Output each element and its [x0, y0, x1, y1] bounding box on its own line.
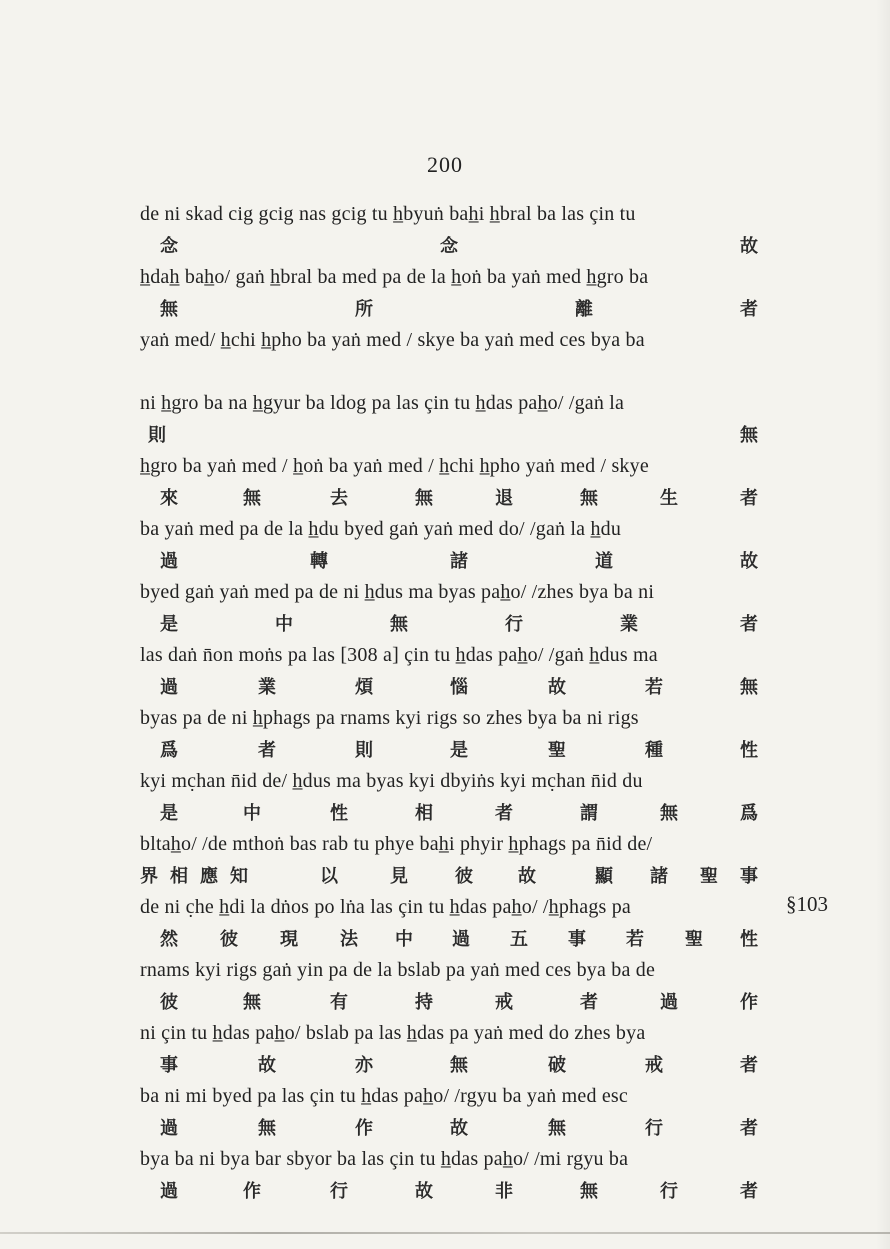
chinese-gloss: 是	[450, 740, 468, 761]
chinese-gloss: 者	[740, 1055, 758, 1076]
tibetan-line: yaṅ med/ h̲chi h̲pho ba yaṅ med / skye ba yaṅ med ces bya ba	[140, 329, 645, 351]
chinese-gloss-row	[140, 862, 780, 888]
tibetan-line: byas pa de ni h̲phags pa rnams kyi rigs so zhes bya ba ni rigs	[140, 707, 639, 729]
chinese-gloss: 者	[495, 803, 513, 824]
chinese-gloss: 故	[548, 677, 566, 698]
line-pair-10	[140, 770, 780, 833]
chinese-gloss-row	[140, 358, 780, 384]
tibetan-line: kyi mc̣han n̄id de/ h̲dus ma byas kyi dbyiṅs kyi mc̣han n̄id du	[140, 770, 643, 792]
chinese-gloss: 則	[355, 740, 373, 761]
chinese-gloss: 事	[160, 1055, 178, 1076]
line-pair-11	[140, 833, 780, 896]
chinese-gloss: 若	[645, 677, 663, 698]
chinese-gloss: 彼	[220, 929, 238, 950]
chinese-gloss: 作	[355, 1118, 373, 1139]
chinese-gloss-row	[140, 1114, 780, 1140]
chinese-gloss: 者	[740, 1118, 758, 1139]
chinese-gloss: 若	[626, 929, 644, 950]
chinese-gloss: 見	[390, 866, 408, 887]
chinese-gloss: 者	[740, 1181, 758, 1202]
section-marker: §103	[786, 892, 828, 916]
chinese-gloss-row	[140, 484, 780, 510]
tibetan-line: rnams kyi rigs gaṅ yin pa de la bslab pa yaṅ med ces bya ba de	[140, 959, 656, 981]
chinese-gloss: 者	[258, 740, 276, 761]
chinese-gloss: 知	[230, 866, 248, 887]
chinese-gloss: 無	[660, 803, 678, 824]
chinese-gloss: 作	[243, 1181, 261, 1202]
tibetan-line: ni h̲gro ba na h̲gyur ba ldog pa las çin tu h̲das pah̲o/ /gaṅ la	[140, 392, 625, 414]
chinese-gloss: 中	[275, 614, 293, 635]
chinese-gloss: 行	[330, 1181, 348, 1202]
chinese-gloss: 事	[568, 929, 586, 950]
chinese-gloss-row	[140, 610, 780, 636]
chinese-gloss: 無	[548, 1118, 566, 1139]
line-pair-6	[140, 518, 780, 581]
chinese-gloss: 無	[580, 1181, 598, 1202]
line-pair-3	[140, 329, 780, 392]
chinese-gloss: 相	[415, 803, 433, 824]
tibetan-line: bya ba ni bya bar sbyor ba las çin tu h̲das pah̲o/ /mi rgyu ba	[140, 1148, 629, 1170]
chinese-gloss: 種	[645, 740, 663, 761]
chinese-gloss: 無	[160, 299, 178, 320]
chinese-gloss: 中	[243, 803, 261, 824]
chinese-gloss: 業	[620, 614, 638, 635]
chinese-gloss: 者	[740, 299, 758, 320]
chinese-gloss: 者	[580, 992, 598, 1013]
chinese-gloss: 彼	[455, 866, 473, 887]
chinese-gloss: 所	[355, 299, 373, 320]
chinese-gloss: 過	[160, 1181, 178, 1202]
tibetan-line: las daṅ n̄on moṅs pa las [308 a] çin tu h̲das pah̲o/ /gaṅ h̲dus ma	[140, 644, 658, 666]
chinese-gloss: 過	[660, 992, 678, 1013]
chinese-gloss: 行	[660, 1181, 678, 1202]
chinese-gloss: 故	[518, 866, 536, 887]
chinese-gloss: 諸	[650, 866, 668, 887]
chinese-gloss: 行	[505, 614, 523, 635]
line-pair-14	[140, 1022, 780, 1085]
chinese-gloss-row	[140, 232, 780, 258]
chinese-gloss: 無	[580, 488, 598, 509]
chinese-gloss: 念	[440, 236, 458, 257]
chinese-gloss-row	[140, 988, 780, 1014]
chinese-gloss-row	[140, 673, 780, 699]
chinese-gloss: 爲	[740, 803, 758, 824]
chinese-gloss: 彼	[160, 992, 178, 1013]
chinese-gloss: 界	[140, 866, 158, 887]
chinese-gloss: 戒	[645, 1055, 663, 1076]
chinese-gloss: 無	[450, 1055, 468, 1076]
chinese-gloss: 性	[330, 803, 348, 824]
chinese-gloss: 者	[740, 614, 758, 635]
chinese-gloss: 無	[243, 488, 261, 509]
chinese-gloss: 過	[452, 929, 470, 950]
chinese-gloss-row	[140, 736, 780, 762]
tibetan-line: byed gaṅ yaṅ med pa de ni h̲dus ma byas pah̲o/ /zhes bya ba ni	[140, 581, 655, 603]
chinese-gloss: 以	[320, 866, 338, 887]
chinese-gloss: 亦	[355, 1055, 373, 1076]
line-pair-5	[140, 455, 780, 518]
line-pair-7	[140, 581, 780, 644]
chinese-gloss: 轉	[310, 551, 328, 572]
chinese-gloss: 破	[548, 1055, 566, 1076]
chinese-gloss-row	[140, 547, 780, 573]
chinese-gloss: 故	[415, 1181, 433, 1202]
chinese-gloss: 無	[740, 677, 758, 698]
chinese-gloss: 然	[160, 929, 178, 950]
chinese-gloss: 去	[330, 488, 348, 509]
chinese-gloss: 業	[258, 677, 276, 698]
chinese-gloss: 戒	[495, 992, 513, 1013]
chinese-gloss: 非	[495, 1181, 513, 1202]
line-pair-15	[140, 1085, 780, 1148]
chinese-gloss: 爲	[160, 740, 178, 761]
chinese-gloss: 離	[575, 299, 593, 320]
chinese-gloss: 無	[415, 488, 433, 509]
chinese-gloss: 過	[160, 1118, 178, 1139]
tibetan-line: de ni c̣he h̲di la dṅos po lṅa las çin tu h̲das pah̲o/ /h̲phags pa	[140, 896, 631, 918]
chinese-gloss: 生	[660, 488, 678, 509]
bottom-rule	[0, 1232, 890, 1234]
chinese-gloss: 顯	[595, 866, 613, 887]
chinese-gloss: 惱	[450, 677, 468, 698]
chinese-gloss: 故	[450, 1118, 468, 1139]
chinese-gloss: 是	[160, 803, 178, 824]
chinese-gloss: 念	[160, 236, 178, 257]
tibetan-line: ba yaṅ med pa de la h̲du byed gaṅ yaṅ med do/ /gaṅ la h̲du	[140, 518, 622, 540]
chinese-gloss: 故	[258, 1055, 276, 1076]
page-number: 200	[427, 152, 463, 177]
chinese-gloss: 現	[280, 929, 298, 950]
chinese-gloss: 者	[740, 488, 758, 509]
scan-edge-shadow	[876, 0, 890, 1249]
tibetan-line: bltah̲o/ /de mthoṅ bas rab tu phye bah̲i phyir h̲phags pa n̄id de/	[140, 833, 653, 855]
chinese-gloss: 聖	[548, 740, 566, 761]
chinese-gloss: 法	[340, 929, 358, 950]
chinese-gloss: 來	[160, 488, 178, 509]
chinese-gloss: 持	[415, 992, 433, 1013]
interlinear-text	[140, 203, 780, 1211]
line-pair-8	[140, 644, 780, 707]
chinese-gloss-row	[140, 799, 780, 825]
chinese-gloss: 有	[330, 992, 348, 1013]
chinese-gloss-row	[140, 925, 780, 951]
chinese-gloss: 過	[160, 551, 178, 572]
chinese-gloss-row	[140, 295, 780, 321]
chinese-gloss-row	[140, 421, 780, 447]
chinese-gloss: 無	[390, 614, 408, 635]
chinese-gloss: 謂	[580, 803, 598, 824]
chinese-gloss: 五	[510, 929, 528, 950]
line-pair-9	[140, 707, 780, 770]
line-pair-16	[140, 1148, 780, 1211]
chinese-gloss: 性	[740, 740, 758, 761]
chinese-gloss: 聖	[700, 866, 718, 887]
chinese-gloss: 無	[258, 1118, 276, 1139]
chinese-gloss: 作	[740, 992, 758, 1013]
chinese-gloss-row	[140, 1177, 780, 1203]
chinese-gloss: 過	[160, 677, 178, 698]
line-pair-12	[140, 896, 780, 959]
chinese-gloss: 應	[200, 866, 218, 887]
tibetan-line: ba ni mi byed pa las çin tu h̲das pah̲o/ /rgyu ba yaṅ med esc	[140, 1085, 628, 1107]
chinese-gloss: 行	[645, 1118, 663, 1139]
chinese-gloss: 聖	[685, 929, 703, 950]
chinese-gloss: 性	[740, 929, 758, 950]
chinese-gloss: 中	[395, 929, 413, 950]
chinese-gloss: 故	[740, 236, 758, 257]
tibetan-line: h̲dah̲ bah̲o/ gaṅ h̲bral ba med pa de la h̲oṅ ba yaṅ med h̲gro ba	[140, 266, 649, 288]
chinese-gloss: 是	[160, 614, 178, 635]
chinese-gloss: 道	[595, 551, 613, 572]
tibetan-line: ni çin tu h̲das pah̲o/ bslab pa las h̲das pa yaṅ med do zhes bya	[140, 1022, 646, 1044]
chinese-gloss: 故	[740, 551, 758, 572]
chinese-gloss-row	[140, 1051, 780, 1077]
line-pair-1	[140, 203, 780, 266]
chinese-gloss: 無	[243, 992, 261, 1013]
chinese-gloss: 煩	[355, 677, 373, 698]
tibetan-line: h̲gro ba yaṅ med / h̲oṅ ba yaṅ med / h̲chi h̲pho yaṅ med / skye	[140, 455, 649, 477]
line-pair-2	[140, 266, 780, 329]
chinese-gloss: 相	[170, 866, 188, 887]
line-pair-4	[140, 392, 780, 455]
tibetan-line: de ni skad cig gcig nas gcig tu h̲byuṅ bah̲i h̲bral ba las çin tu	[140, 203, 636, 225]
line-pair-13	[140, 959, 780, 1022]
chinese-gloss: 事	[740, 866, 758, 887]
chinese-gloss: 無	[740, 425, 758, 446]
chinese-gloss: 諸	[450, 551, 468, 572]
chinese-gloss: 退	[495, 488, 513, 509]
chinese-gloss: 則	[148, 425, 166, 446]
